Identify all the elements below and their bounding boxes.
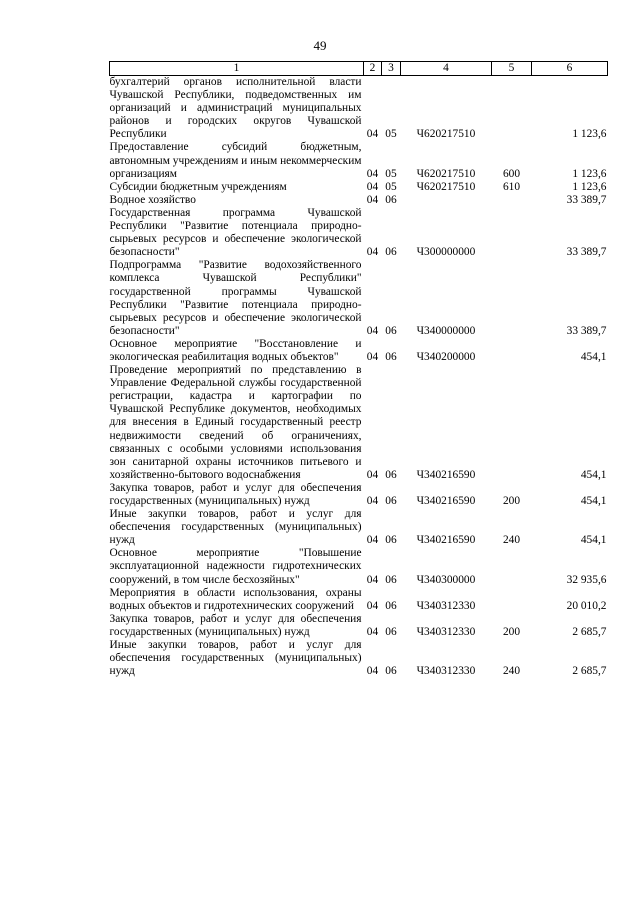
row-subsection-code: 05 (385, 128, 397, 141)
row-target-article: Ч340312330 (416, 665, 476, 678)
row-description: Закупка товаров, работ и услуг для обеспечения государственных (муниципальных) нужд (109, 481, 362, 507)
row-target-article: Ч340200000 (416, 350, 476, 363)
table-row (110, 338, 608, 364)
table-row (110, 181, 608, 194)
row-target-article: Ч300000000 (416, 246, 476, 259)
row-target-article: Ч340312330 (416, 625, 476, 638)
table-row (110, 613, 608, 639)
row-expense-type (492, 207, 532, 259)
row-expense-type (492, 364, 532, 482)
row-subsection-code: 06 (385, 573, 397, 586)
row-description: Иные закупки товаров, работ и услуг для обеспечения государственных (муниципальных) нужд (109, 508, 362, 547)
row-section-code: 04 (366, 534, 379, 547)
row-target-article: Ч620217510 (416, 180, 476, 193)
row-section-code: 04 (366, 665, 379, 678)
row-target-article (401, 194, 492, 207)
row-description: Иные закупки товаров, работ и услуг для обеспечения государственных (муниципальных) нужд (109, 639, 362, 678)
row-description: Государственная программа Чувашской Республики "Развитие потенциала природно-сырьевых ресурсов и обеспечение экологической безопасности" (109, 206, 362, 259)
row-section-code: 04 (366, 468, 379, 481)
row-expense-type (492, 587, 532, 613)
row-target-article: Ч340216590 (416, 495, 476, 507)
table-header (110, 62, 608, 76)
row-amount: 20 010,2 (566, 599, 607, 612)
table-row (110, 76, 608, 142)
row-target-article: Ч340216590 (416, 468, 476, 481)
column-number-row (110, 62, 608, 76)
row-description: Проведение мероприятий по представлению в Управление Федеральной службы государственной регистрации, кадастра и картографии по Чувашской Республике документов, необходимых для внесения в Единый государственный реестр недвижимости сведений об ограничениях, связанных с особыми условиями использования зон санитарной охраны источников питьевого и хозяйственно-бытового водоснабжения (109, 364, 362, 481)
row-amount: 454,1 (580, 350, 607, 363)
column-number: 3 (382, 62, 401, 76)
column-number: 4 (401, 62, 492, 76)
row-amount: 1 123,6 (572, 167, 607, 180)
table-row (110, 482, 608, 508)
row-section-code: 04 (366, 495, 379, 507)
row-amount: 1 123,6 (572, 128, 607, 141)
row-expense-type (492, 338, 532, 364)
row-target-article: Ч340300000 (416, 573, 476, 586)
row-expense-type (492, 194, 532, 207)
row-description: Основное мероприятие "Восстановление и экологическая реабилитация водных объектов" (109, 337, 362, 363)
row-expense-type (492, 76, 532, 142)
table-row (110, 547, 608, 586)
row-description: Мероприятия в области использования, охраны водных объектов и гидротехнических сооружений (109, 586, 362, 612)
row-subsection-code: 05 (385, 180, 397, 193)
row-expense-type (492, 547, 532, 586)
row-description: Водное хозяйство (109, 193, 196, 206)
row-section-code: 04 (366, 167, 379, 180)
column-number: 6 (532, 62, 608, 76)
page-number: 49 (313, 38, 327, 53)
row-expense-type: 200 (502, 495, 521, 507)
row-amount: 454,1 (580, 534, 607, 547)
row-amount: 2 685,7 (572, 625, 607, 638)
row-amount: 32 935,6 (566, 573, 607, 586)
row-subsection-code: 06 (385, 625, 397, 638)
table-body (110, 76, 608, 679)
row-description: бухгалтерий органов исполнительной власти Чувашской Республики, подведомственных им организаций и администраций муниципальных районов и городских округов Чувашской Республики (109, 76, 362, 141)
row-subsection-code: 06 (385, 534, 397, 547)
row-subsection-code: 06 (385, 193, 397, 206)
row-amount: 2 685,7 (572, 665, 607, 678)
row-description: Субсидии бюджетным учреждениям (109, 180, 287, 193)
row-subsection-code: 06 (385, 495, 397, 507)
row-target-article: Ч340000000 (416, 324, 476, 337)
row-subsection-code: 06 (385, 665, 397, 678)
row-description: Предоставление субсидий бюджетным, автономным учреждениям и иным некоммерческим организациям (109, 141, 362, 180)
column-number: 2 (364, 62, 382, 76)
row-section-code: 04 (366, 599, 379, 612)
table-row (110, 194, 608, 207)
row-expense-type: 200 (502, 625, 521, 638)
row-target-article: Ч620217510 (416, 128, 476, 141)
row-amount: 33 389,7 (566, 193, 607, 206)
row-section-code: 04 (366, 350, 379, 363)
row-expense-type: 240 (502, 665, 521, 678)
row-subsection-code: 06 (385, 599, 397, 612)
row-amount: 33 389,7 (566, 246, 607, 259)
row-description: Основное мероприятие "Повышение эксплуатационной надежности гидротехнических сооружений, в том числе бесхозяйных" (109, 547, 362, 586)
budget-table (109, 61, 608, 678)
row-subsection-code: 05 (385, 167, 397, 180)
row-subsection-code: 06 (385, 350, 397, 363)
row-section-code: 04 (366, 573, 379, 586)
row-description: Подпрограмма "Развитие водохозяйственного комплекса Чувашской Республики" государственной программы Чувашской Республики "Развитие потенциала природно-сырьевых ресурсов и обеспечение экологической безопасности" (109, 259, 362, 337)
row-subsection-code: 06 (385, 324, 397, 337)
row-expense-type: 600 (502, 167, 521, 180)
table-row (110, 259, 608, 338)
row-section-code: 04 (366, 324, 379, 337)
row-section-code: 04 (366, 625, 379, 638)
row-expense-type: 610 (502, 180, 521, 193)
table-row (110, 508, 608, 547)
row-subsection-code: 06 (385, 246, 397, 259)
column-number: 5 (492, 62, 532, 76)
column-number: 1 (110, 62, 364, 76)
table-row (110, 639, 608, 678)
row-section-code: 04 (366, 128, 379, 141)
row-target-article: Ч340312330 (416, 599, 476, 612)
row-target-article: Ч340216590 (416, 534, 476, 547)
row-section-code: 04 (366, 246, 379, 259)
table-row (110, 364, 608, 482)
row-amount: 33 389,7 (566, 324, 607, 337)
row-subsection-code: 06 (385, 468, 397, 481)
row-description: Закупка товаров, работ и услуг для обеспечения государственных (муниципальных) нужд (109, 612, 362, 638)
table-row (110, 207, 608, 259)
row-amount: 454,1 (580, 495, 607, 507)
table-row (110, 141, 608, 180)
table-row (110, 587, 608, 613)
row-amount: 1 123,6 (572, 180, 607, 193)
row-amount: 454,1 (580, 468, 607, 481)
row-section-code: 04 (366, 193, 379, 206)
row-expense-type: 240 (502, 534, 521, 547)
row-expense-type (492, 259, 532, 338)
row-section-code: 04 (366, 180, 379, 193)
row-target-article: Ч620217510 (416, 167, 476, 180)
